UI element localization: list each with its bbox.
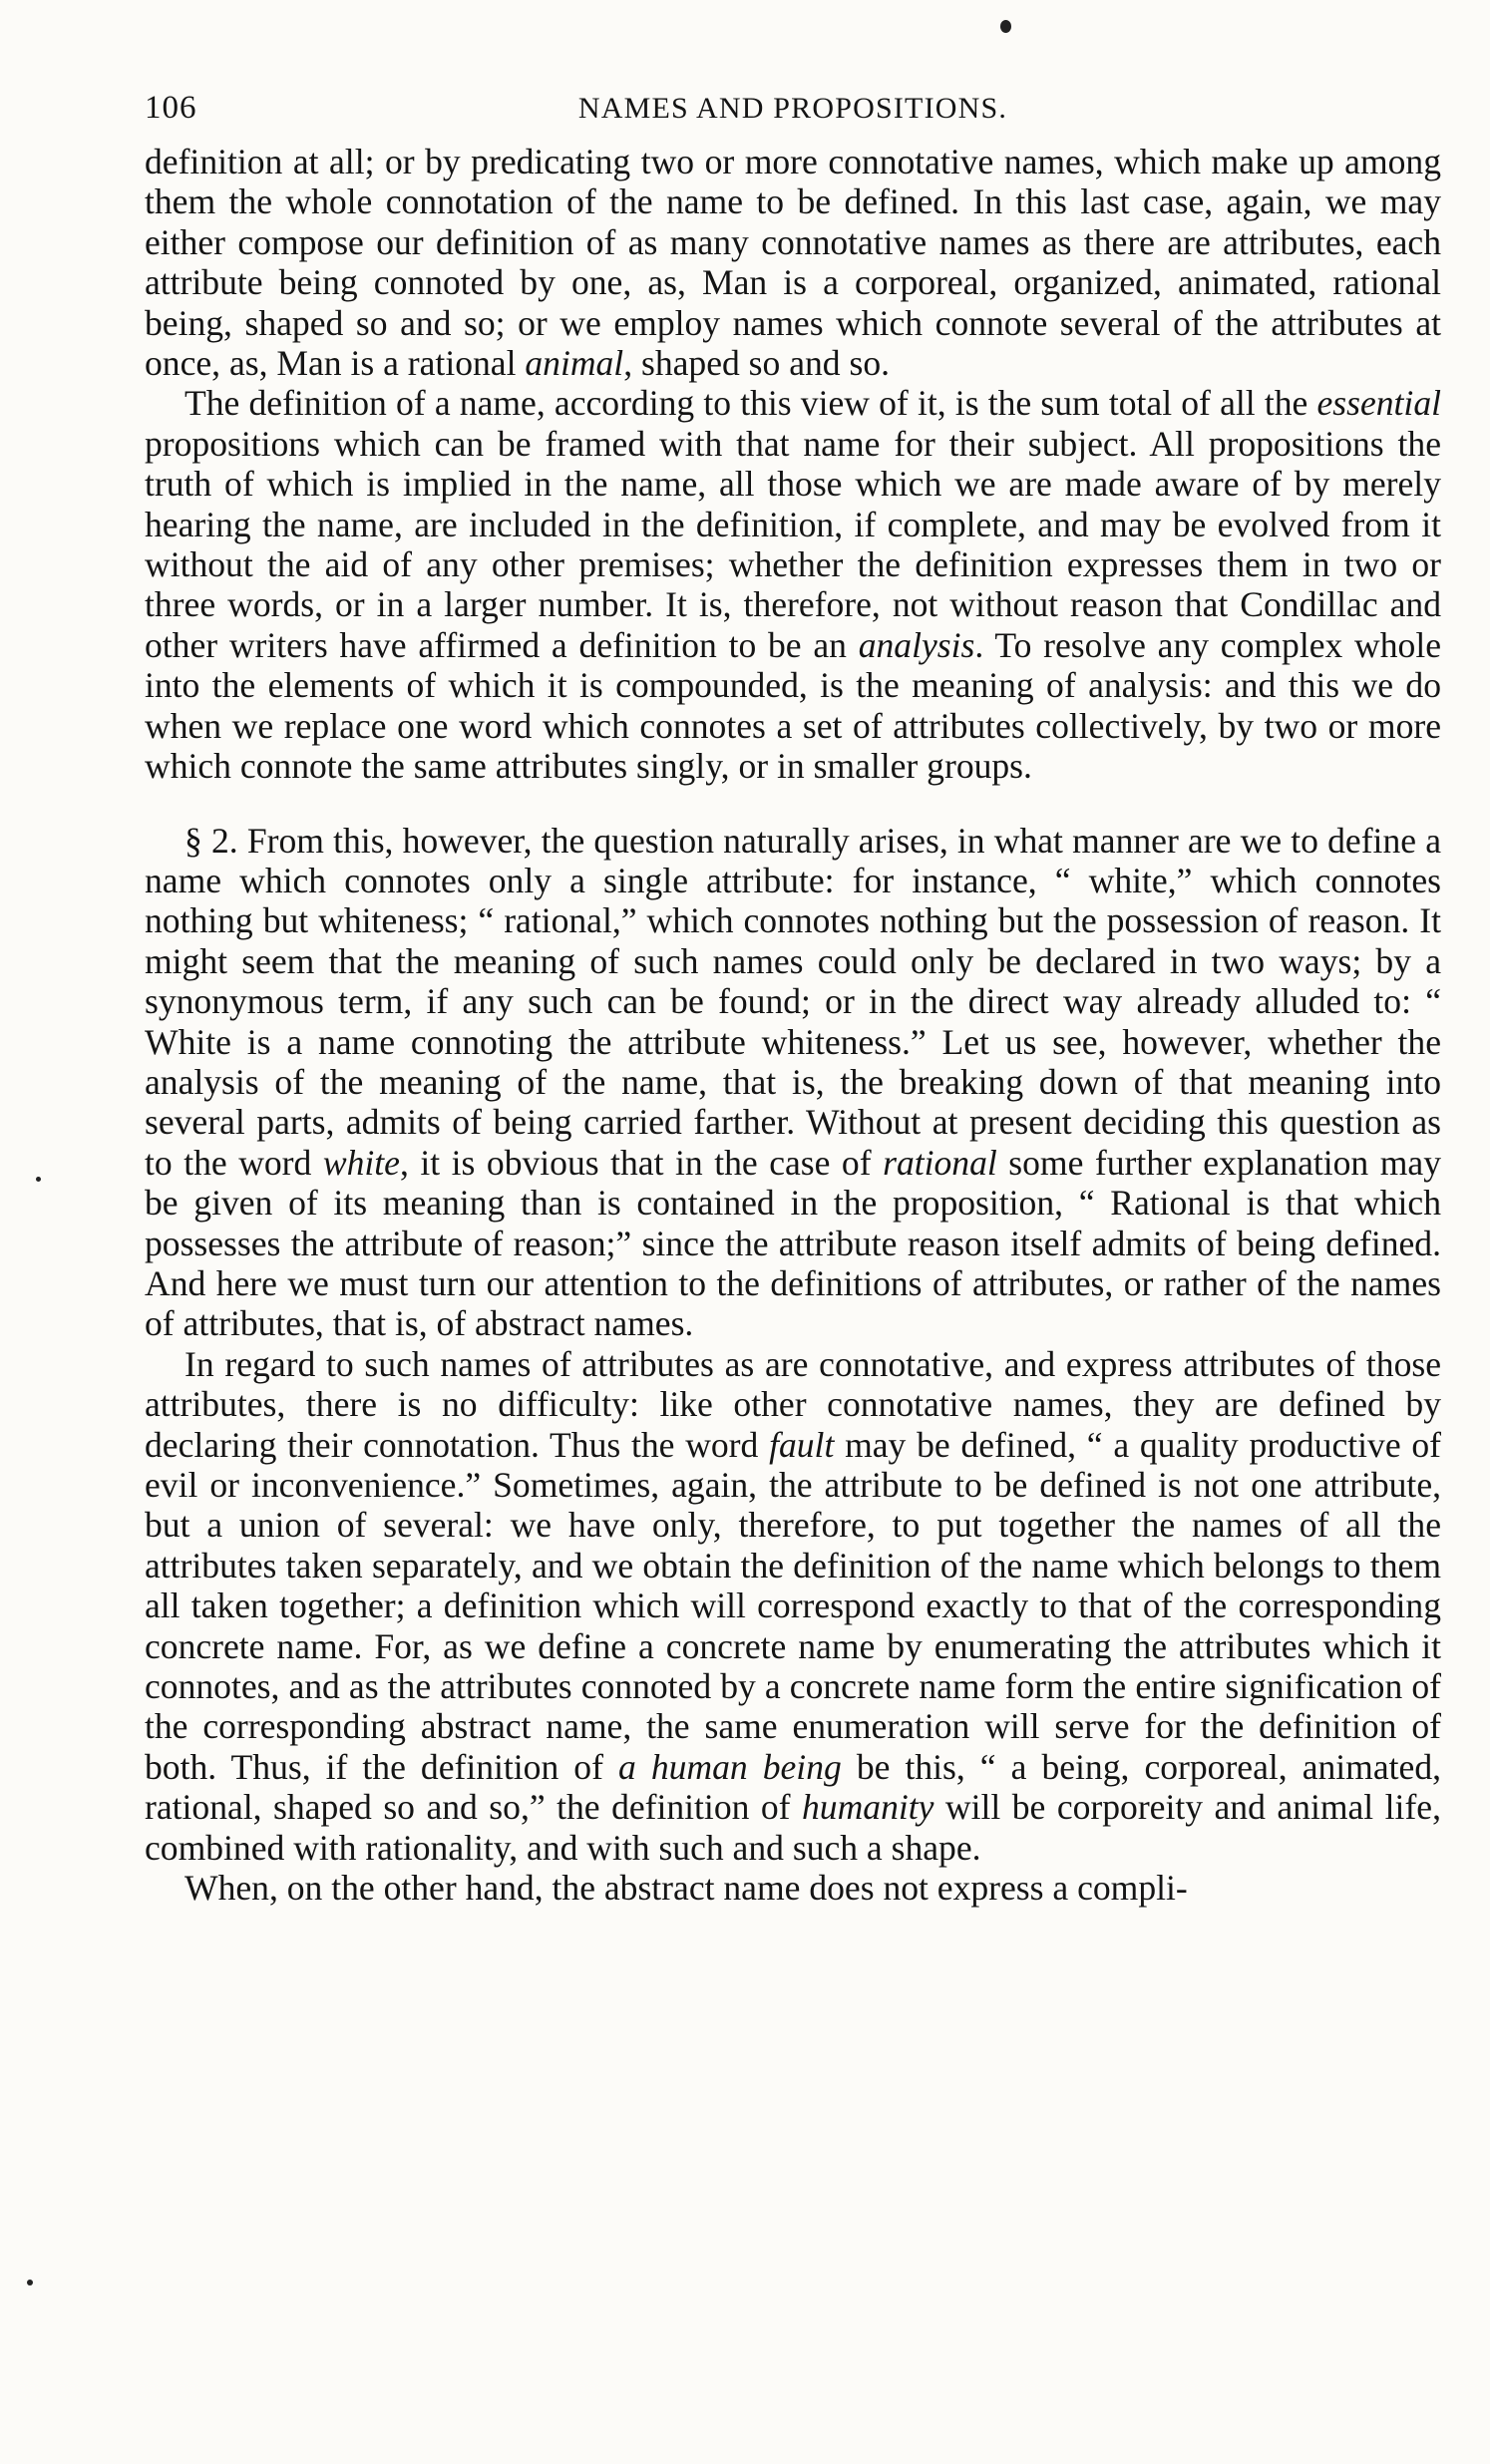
ink-speck-top	[1000, 20, 1011, 33]
text-run: definition at all; or by predicating two or more connotative names, which make up among them the whole connotation of the name to be defined. In this last case, again, we may either compose our definition of as many connotative names as there are attributes, each attribute being connoted by one, as, Man is a corporeal, organized, animated, rational being, shaped so and so; or we employ names which connote several of the attributes at once, as, Man is a rational	[145, 142, 1441, 384]
text-run: , it is obvious that in the case of	[399, 1142, 884, 1183]
body-text	[145, 142, 1441, 1908]
italic-term: rational	[883, 1142, 997, 1183]
text-run: some further explanation may be given of its meaning than is contained in the proposition, “ Rational is that which possesses the attribute of reason;” since the attribute reason itself admits of being defined. And here we must turn our attention to the definitions of attributes, or rather of the names of attributes, that is, of abstract names.	[145, 1142, 1441, 1344]
page-header	[145, 90, 1441, 138]
text-run: § 2. From this, however, the question naturally arises, in what manner are we to define a name which connotes only a single attribute: for instance, “ white,” which connotes nothing but whiteness; “ rational,” which connotes nothing but the possession of reason. It might seem that the meaning of such names could only be declared in two ways; by a synonymous term, if any such can be found; or in the direct way already alluded to: “ White is a name connoting the attribute whiteness.” Let us see, however, whether the analysis of the meaning of the name, that is, the breaking down of that meaning into several parts, admits of being carried farther. Without at present deciding this question as to the word	[145, 820, 1441, 1183]
paragraph-abstract-name	[145, 1868, 1441, 1908]
ink-speck-left-margin	[36, 1177, 41, 1182]
text-run: , shaped so and so.	[623, 343, 891, 384]
text-run: When, on the other hand, the abstract name does not express a compli-	[185, 1868, 1188, 1909]
italic-term: white	[322, 1142, 400, 1183]
paragraph-attribute-names	[145, 1344, 1441, 1868]
italic-term: animal	[525, 343, 624, 384]
page-number: 106	[145, 90, 197, 126]
running-title: NAMES AND PROPOSITIONS.	[577, 92, 1008, 125]
italic-term: humanity	[802, 1787, 934, 1828]
text-run: may be defined, “ a quality productive of evil or inconvenience.” Sometimes, again, the attribute to be defined is not one attribute, but a union of several: we have only, therefore, to put together the names of all the attributes taken separately, and we obtain the definition of the name which belongs to them all taken together; a definition which will correspond exactly to that of the corresponding concrete name. For, as we define a concrete name by enumerating the attributes which it connotes, and as the attributes connoted by a concrete name form the entire signification of the corresponding abstract name, the same enumeration will serve for the definition of both. Thus, if the definition of	[145, 1424, 1442, 1787]
text-run: be this, “ a being, corporeal, animated, rational, shaped so and so,” the definition of	[145, 1746, 1441, 1828]
book-page	[145, 90, 1441, 1908]
text-run: In regard to such names of attributes as are connotative, and express attributes of those attributes, there is no difficulty: like other connotative names, they are defined by declaring their connotation. Thus the word	[145, 1343, 1441, 1465]
paragraph-section-2	[145, 821, 1441, 1344]
italic-term: a human being	[618, 1746, 842, 1787]
italic-term: essential	[1316, 383, 1441, 424]
text-run: . To resolve any complex whole into the elements of which it is compounded, is the meaning of analysis: and this we do when we replace one word which connotes a set of attributes collectively, by two or more which connote the same attributes singly, or in smaller groups.	[145, 624, 1442, 787]
italic-term: analysis	[858, 624, 975, 665]
ink-speck-left-bottom	[27, 2280, 33, 2286]
text-run: propositions which can be framed with that name for their subject. All propositions the truth of which is implied in the name, all those which we are made aware of by merely hearing the name, are included in the definition, if complete, and may be evolved from it without the aid of any other premises; whether the definition expresses them in two or three words, or in a larger number. It is, therefore, not without reason that Condillac and other writers have affirmed a definition to be an	[145, 423, 1441, 665]
text-run: will be corporeity and animal life, combined with rationality, and with such and such a shape.	[145, 1787, 1441, 1868]
italic-term: fault	[769, 1424, 835, 1465]
paragraph-definition-analysis	[145, 383, 1441, 786]
paragraph-continuation	[145, 142, 1441, 383]
text-run: The definition of a name, according to this view of it, is the sum total of all the	[185, 383, 1317, 424]
